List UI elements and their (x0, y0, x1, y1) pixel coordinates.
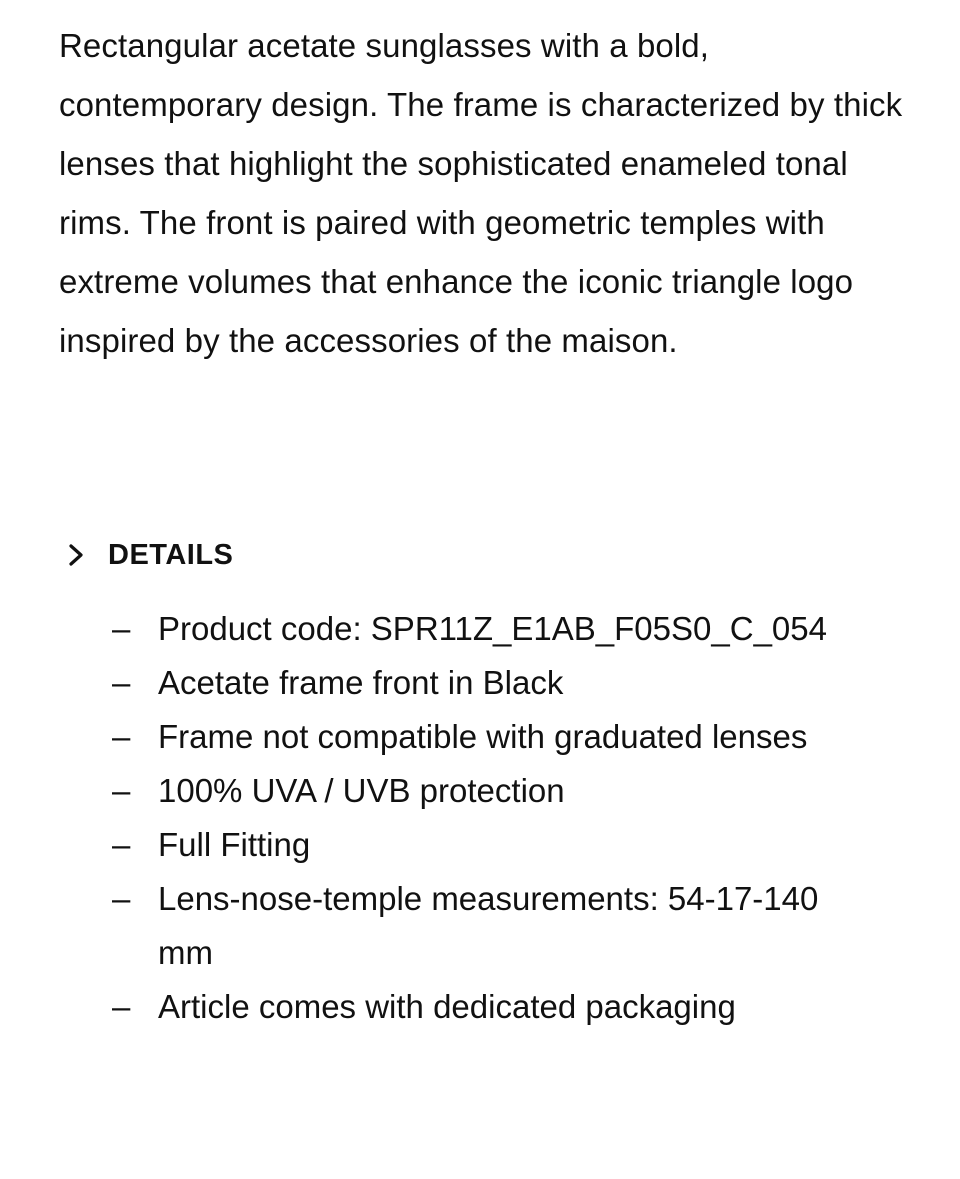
details-title: DETAILS (108, 538, 234, 571)
detail-text: Acetate frame front in Black (158, 664, 564, 701)
list-item (112, 710, 832, 764)
details-toggle[interactable] (62, 530, 233, 580)
product-description: Rectangular acetate sunglasses with a bold, contemporary design. The frame is characterized by thick lenses that highlight the sophisticated enameled tonal rims. The front is paired with geometric temples with extreme volumes that enhance the iconic triangle logo inspired by the accessories of the maison. (59, 27, 903, 359)
bullet-dash: – (112, 772, 131, 809)
chevron-right-icon (62, 540, 90, 570)
details-list (112, 602, 832, 1034)
list-item (112, 872, 832, 980)
bullet-dash: – (112, 988, 131, 1025)
detail-text: Frame not compatible with graduated lenses (158, 718, 808, 755)
list-item (112, 656, 832, 710)
bullet-dash: – (112, 826, 131, 863)
bullet-dash: – (112, 880, 131, 917)
bullet-dash: – (112, 664, 131, 701)
detail-text: Product code: SPR11Z_E1AB_F05S0_C_054 (158, 610, 827, 647)
list-item (112, 980, 832, 1034)
detail-text: Article comes with dedicated packaging (158, 988, 736, 1025)
bullet-dash: – (112, 610, 131, 647)
bullet-dash: – (112, 718, 131, 755)
list-item (112, 818, 832, 872)
list-item (112, 602, 832, 656)
detail-text: 100% UVA / UVB protection (158, 772, 565, 809)
detail-text: Lens-nose-temple measurements: 54-17-140 mm (158, 880, 819, 971)
list-item (112, 764, 832, 818)
detail-text: Full Fitting (158, 826, 311, 863)
